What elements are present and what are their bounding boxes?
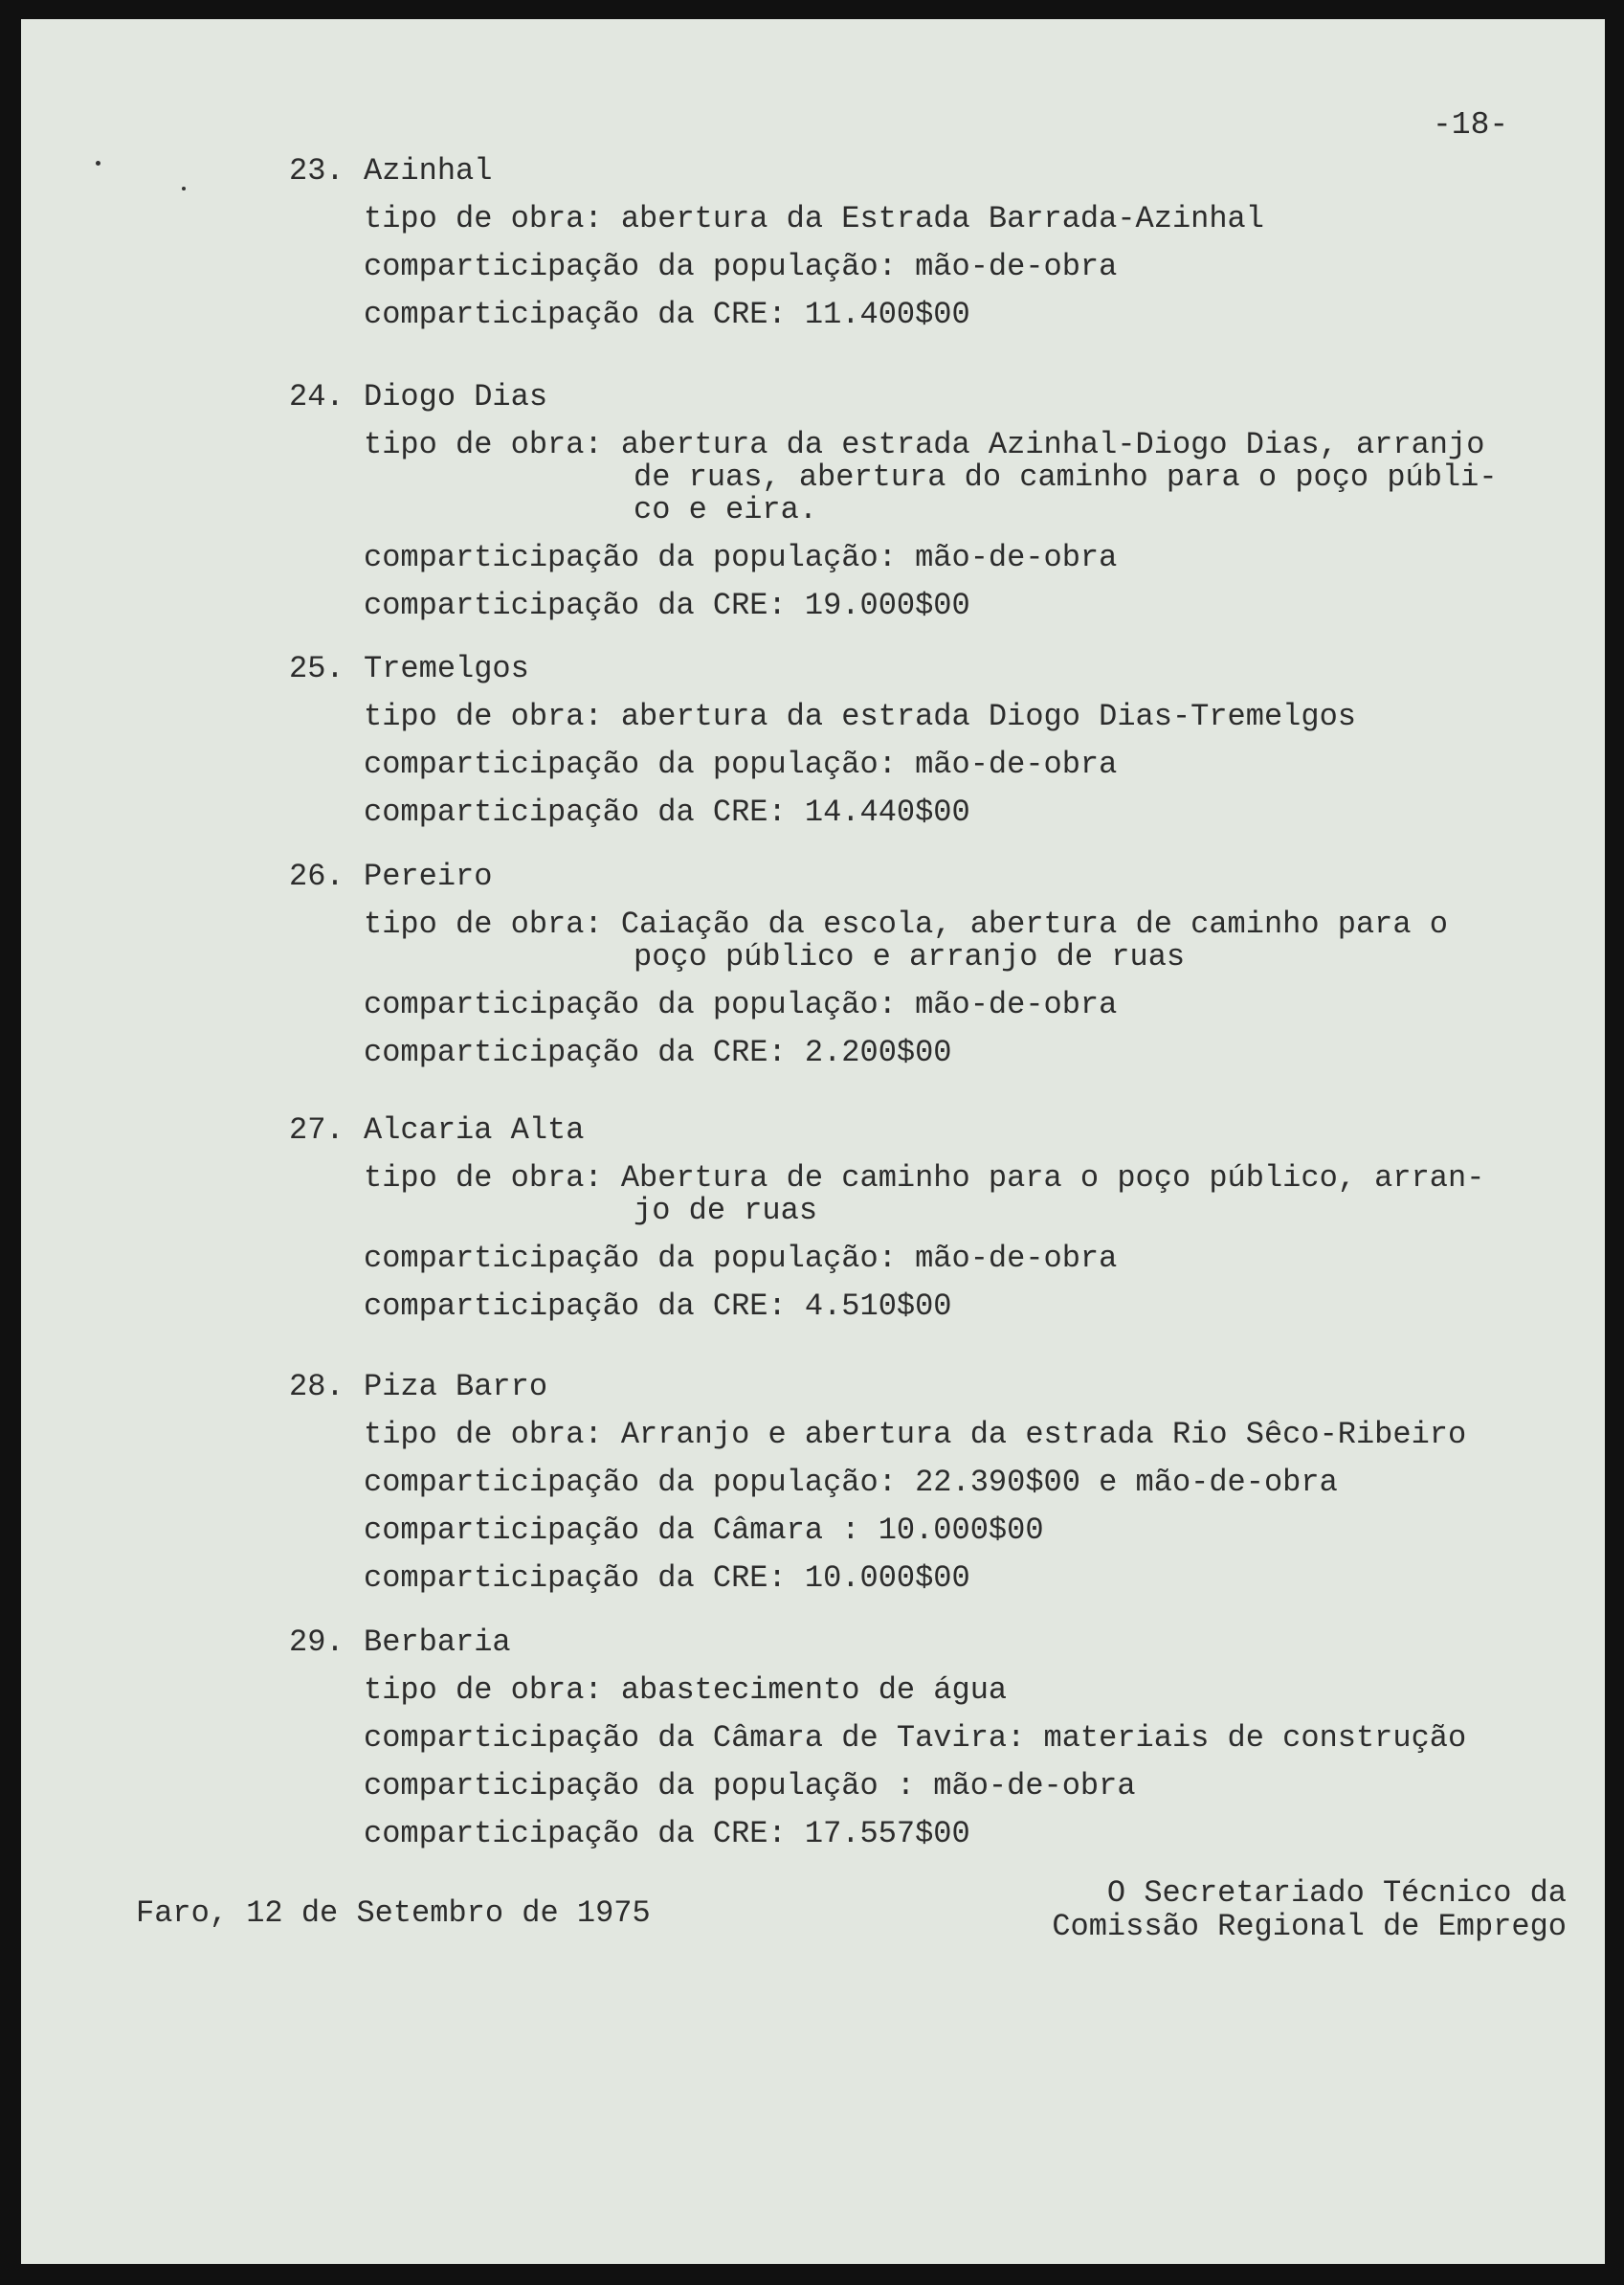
entry-heading <box>289 379 547 414</box>
entry-line: comparticipação da população : mão-de-obra <box>364 1768 1136 1803</box>
entry-line: comparticipação da CRE: 10.000$00 <box>364 1560 970 1596</box>
entry-locality: Berbaria <box>364 1624 511 1660</box>
entry-line: comparticipação da população: mão-de-obra <box>364 1241 1118 1276</box>
entry-line: comparticipação da CRE: 2.200$00 <box>364 1035 952 1070</box>
entry-number: 28. <box>289 1369 345 1404</box>
page-number: -18- <box>1433 107 1509 143</box>
entry-number: 29. <box>289 1624 345 1660</box>
entry-line: tipo de obra: Caiação da escola, abertura de caminho para o <box>364 907 1448 942</box>
entry-number: 23. <box>289 153 345 189</box>
entry-locality: Alcaria Alta <box>364 1112 585 1148</box>
entry-locality: Pereiro <box>364 859 493 894</box>
entry-line: comparticipação da Câmara : 10.000$00 <box>364 1512 1044 1548</box>
entry-line: tipo de obra: abertura da estrada Diogo Dias-Tremelgos <box>364 699 1356 734</box>
entry-line-continuation: jo de ruas <box>634 1193 818 1228</box>
ink-speck <box>96 161 100 166</box>
document-page <box>21 19 1605 2264</box>
entry-number: 26. <box>289 859 345 894</box>
entry-line: comparticipação da CRE: 19.000$00 <box>364 588 970 623</box>
entry-locality: Azinhal <box>364 153 493 189</box>
entry-heading <box>289 1624 511 1660</box>
ink-speck <box>182 187 186 190</box>
place-and-date: Faro, 12 de Setembro de 1975 <box>136 1895 651 1931</box>
entry-line: tipo de obra: abertura da estrada Azinhal-Diogo Dias, arranjo <box>364 427 1485 462</box>
entry-line: comparticipação da CRE: 4.510$00 <box>364 1288 952 1324</box>
entry-line: comparticipação da população: 22.390$00 e mão-de-obra <box>364 1465 1338 1500</box>
entry-line: tipo de obra: abastecimento de água <box>364 1672 1008 1708</box>
signature-line: O Secretariado Técnico da <box>1106 1875 1567 1911</box>
entry-line: comparticipação da população: mão-de-obra <box>364 540 1118 575</box>
entry-line: comparticipação da população: mão-de-obra <box>364 987 1118 1022</box>
entry-heading <box>289 153 492 189</box>
entry-number: 25. <box>289 651 345 686</box>
entry-heading <box>289 859 492 894</box>
entry-heading <box>289 1112 584 1148</box>
entry-locality: Tremelgos <box>364 651 529 686</box>
signature-line: Comissão Regional de Emprego <box>1052 1909 1567 1944</box>
entry-heading <box>289 1369 547 1404</box>
entry-number: 24. <box>289 379 345 414</box>
entry-number: 27. <box>289 1112 345 1148</box>
signature-block <box>1052 1876 1567 1943</box>
entry-line-continuation: de ruas, abertura do caminho para o poço públi- <box>634 459 1498 495</box>
entry-line: comparticipação da CRE: 17.557$00 <box>364 1816 970 1851</box>
entry-line: comparticipação da população: mão-de-obra <box>364 747 1118 782</box>
entry-line: comparticipação da Câmara de Tavira: materiais de construção <box>364 1720 1467 1756</box>
entry-line: tipo de obra: Arranjo e abertura da estrada Rio Sêco-Ribeiro <box>364 1417 1467 1452</box>
entry-line: comparticipação da população: mão-de-obra <box>364 249 1118 284</box>
entry-locality: Diogo Dias <box>364 379 548 414</box>
entry-locality: Piza Barro <box>364 1369 548 1404</box>
entry-heading <box>289 651 529 686</box>
entry-line: comparticipação da CRE: 14.440$00 <box>364 795 970 830</box>
entry-line-continuation: poço público e arranjo de ruas <box>634 939 1186 974</box>
entry-line-continuation: co e eira. <box>634 492 818 527</box>
entry-line: comparticipação da CRE: 11.400$00 <box>364 297 970 332</box>
entry-line: tipo de obra: Abertura de caminho para o poço público, arran- <box>364 1160 1485 1196</box>
entry-line: tipo de obra: abertura da Estrada Barrada-Azinhal <box>364 201 1264 236</box>
